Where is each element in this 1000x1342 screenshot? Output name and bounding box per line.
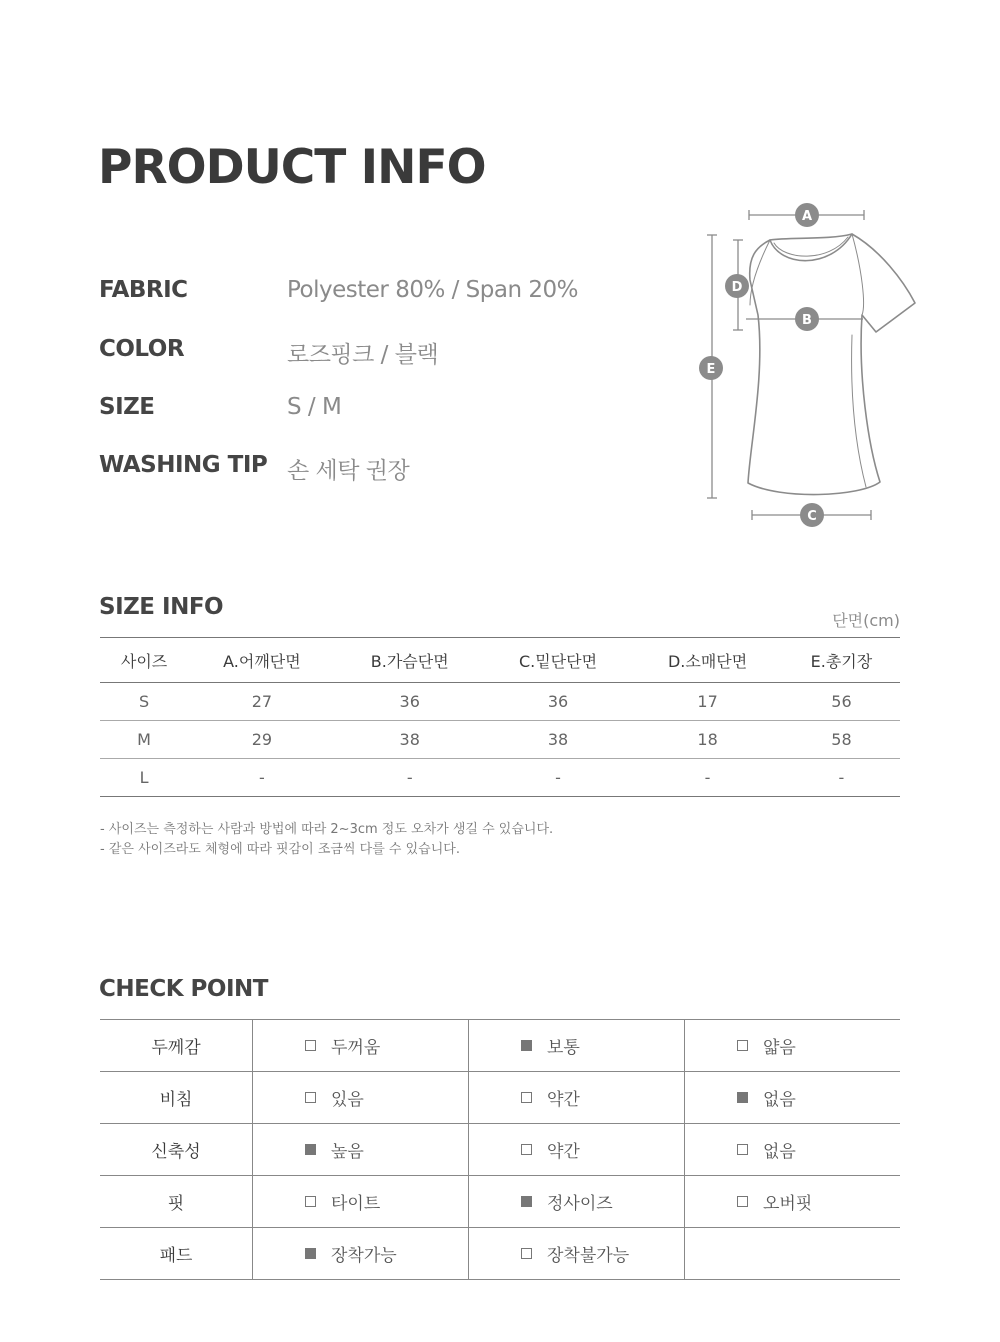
washing-tip-label: WASHING TIP — [99, 452, 268, 478]
table-row — [100, 759, 900, 797]
svg-text:B: B — [802, 313, 812, 328]
page-title: PRODUCT INFO — [98, 140, 486, 195]
size-label: SIZE — [99, 394, 155, 420]
table-cell: 36 — [336, 683, 484, 721]
svg-text:E: E — [706, 362, 716, 377]
table-cell: 29 — [188, 721, 336, 759]
table-cell: 18 — [632, 721, 783, 759]
header-hem: C.밑단단면 — [484, 638, 632, 683]
check-option-label: 장착불가능 — [547, 1246, 630, 1266]
check-option-cell — [469, 1020, 685, 1072]
table-cell: 36 — [484, 683, 632, 721]
table-cell: 27 — [188, 683, 336, 721]
info-row-color — [99, 336, 659, 376]
table-cell: 38 — [484, 721, 632, 759]
check-option-cell — [685, 1072, 901, 1124]
size-info-title: SIZE INFO — [99, 594, 224, 620]
color-value: 로즈핑크 / 블랙 — [287, 342, 439, 368]
check-option-label: 높음 — [331, 1142, 364, 1162]
measure-label-e — [699, 356, 723, 380]
measure-label-b — [795, 307, 819, 331]
check-row — [100, 1072, 900, 1124]
header-shoulder: A.어깨단면 — [188, 638, 336, 683]
table-cell: 38 — [336, 721, 484, 759]
check-option-cell — [685, 1020, 901, 1072]
table-row — [100, 721, 900, 759]
check-option-label: 없음 — [763, 1090, 796, 1110]
table-cell: - — [632, 759, 783, 797]
check-row — [100, 1124, 900, 1176]
check-option-cell — [469, 1228, 685, 1280]
table-cell: 17 — [632, 683, 783, 721]
check-option-cell — [469, 1124, 685, 1176]
checkbox-unchecked — [737, 1144, 748, 1155]
info-row-size — [99, 394, 659, 434]
size-table-header — [100, 638, 900, 683]
header-size: 사이즈 — [100, 638, 188, 683]
info-row-washing — [99, 452, 659, 492]
check-option-label: 오버핏 — [763, 1194, 813, 1214]
checkbox-checked — [521, 1196, 532, 1207]
check-option-label: 있음 — [331, 1090, 364, 1110]
measure-label-d — [725, 274, 749, 298]
check-option-label: 약간 — [547, 1090, 580, 1110]
table-cell: - — [484, 759, 632, 797]
check-option-label: 약간 — [547, 1142, 580, 1162]
check-category: 두께감 — [100, 1020, 253, 1072]
table-row — [100, 683, 900, 721]
svg-text:D: D — [731, 280, 743, 295]
size-note: - 같은 사이즈라도 체형에 따라 핏감이 조금씩 다를 수 있습니다. — [100, 842, 460, 857]
raglan-seam — [852, 234, 864, 315]
checkbox-checked — [737, 1092, 748, 1103]
check-option-cell — [469, 1072, 685, 1124]
tshirt-measurement-diagram — [690, 195, 930, 535]
check-option-cell — [253, 1228, 469, 1280]
side-seam — [852, 335, 866, 487]
check-row — [100, 1228, 900, 1280]
color-label: COLOR — [99, 336, 185, 362]
check-option-cell — [253, 1124, 469, 1176]
check-point-title: CHECK POINT — [99, 976, 268, 1002]
svg-text:C: C — [807, 509, 817, 524]
checkbox-checked — [305, 1248, 316, 1259]
check-option-label: 없음 — [763, 1142, 796, 1162]
table-cell: - — [336, 759, 484, 797]
svg-text:A: A — [801, 209, 813, 224]
checkbox-unchecked — [305, 1092, 316, 1103]
check-category: 핏 — [100, 1176, 253, 1228]
checkbox-unchecked — [737, 1040, 748, 1051]
check-option-cell — [253, 1072, 469, 1124]
info-row-fabric — [99, 277, 659, 317]
check-option-cell — [469, 1176, 685, 1228]
measure-label-a — [795, 203, 819, 227]
checkbox-unchecked — [305, 1196, 316, 1207]
table-cell: L — [100, 759, 188, 797]
check-row — [100, 1176, 900, 1228]
table-cell: 56 — [783, 683, 900, 721]
tshirt-outline — [748, 234, 915, 495]
check-category: 패드 — [100, 1228, 253, 1280]
check-option-cell — [685, 1176, 901, 1228]
table-cell: - — [783, 759, 900, 797]
check-option-label: 타이트 — [331, 1194, 381, 1214]
check-option-cell — [685, 1228, 901, 1280]
check-option-cell — [685, 1124, 901, 1176]
checkbox-checked — [305, 1144, 316, 1155]
check-row — [100, 1020, 900, 1072]
checkbox-unchecked — [521, 1092, 532, 1103]
check-option-label: 보통 — [547, 1038, 580, 1058]
measure-label-c — [800, 503, 824, 527]
check-category: 비침 — [100, 1072, 253, 1124]
check-option-cell — [253, 1020, 469, 1072]
header-length: E.총기장 — [783, 638, 900, 683]
check-category: 신축성 — [100, 1124, 253, 1176]
fabric-value: Polyester 80% / Span 20% — [287, 277, 578, 303]
table-cell: S — [100, 683, 188, 721]
checkbox-checked — [521, 1040, 532, 1051]
size-value: S / M — [287, 394, 342, 420]
check-option-label: 얇음 — [763, 1038, 796, 1058]
unit-note: 단면(cm) — [832, 611, 900, 630]
check-option-label: 두꺼움 — [331, 1038, 381, 1058]
check-point-table — [100, 1019, 900, 1280]
check-option-cell — [253, 1176, 469, 1228]
size-notes — [100, 820, 553, 860]
tshirt-neckline-inner — [774, 237, 848, 256]
washing-tip-value: 손 세탁 권장 — [287, 458, 410, 484]
table-cell: 58 — [783, 721, 900, 759]
table-cell: M — [100, 721, 188, 759]
header-sleeve: D.소매단면 — [632, 638, 783, 683]
table-cell: - — [188, 759, 336, 797]
checkbox-unchecked — [737, 1196, 748, 1207]
checkbox-unchecked — [521, 1248, 532, 1259]
size-note: - 사이즈는 측정하는 사람과 방법에 따라 2~3cm 정도 오차가 생길 수 있습니다. — [100, 822, 554, 837]
checkbox-unchecked — [521, 1144, 532, 1155]
check-option-label: 정사이즈 — [547, 1194, 613, 1214]
fabric-label: FABRIC — [99, 277, 188, 303]
check-option-label: 장착가능 — [331, 1246, 397, 1266]
checkbox-unchecked — [305, 1040, 316, 1051]
size-table — [100, 637, 900, 797]
header-chest: B.가슴단면 — [336, 638, 484, 683]
